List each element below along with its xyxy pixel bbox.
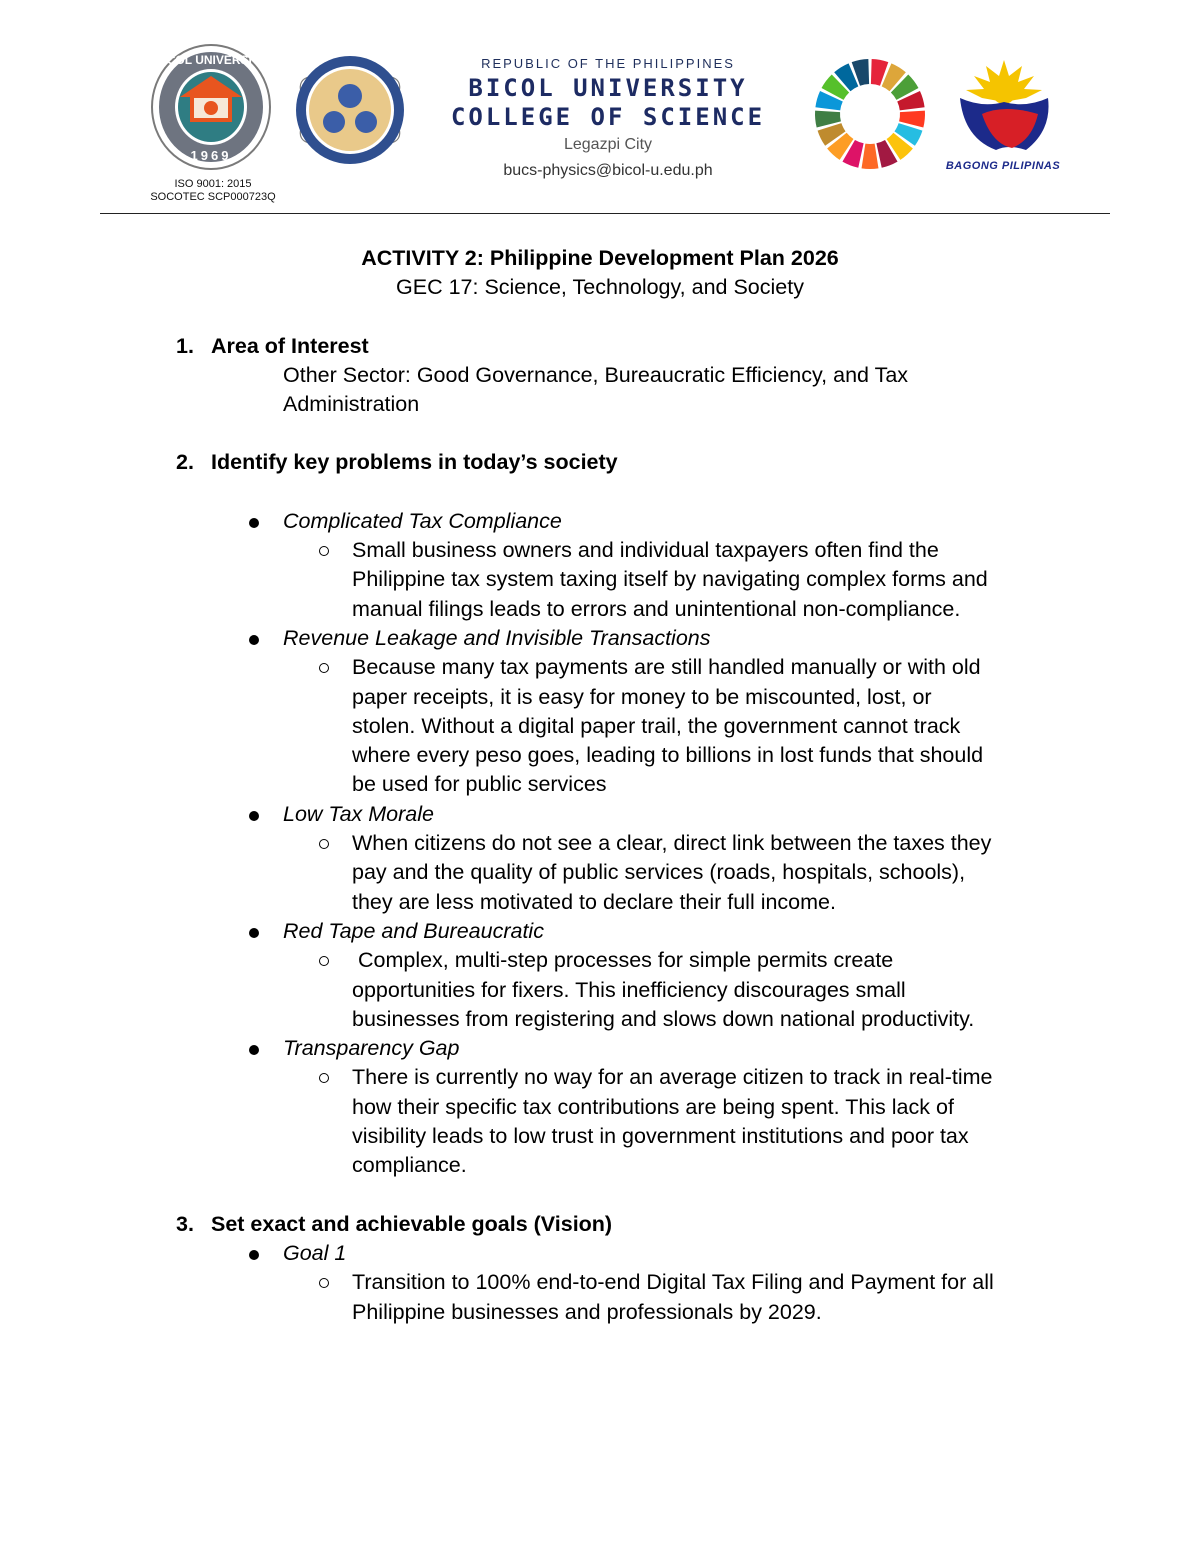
text-line: manual filings leads to errors and unintentional non-compliance.: [352, 596, 961, 621]
area-of-interest-text: [0, 361, 1200, 420]
circle-bullet-icon: [319, 663, 329, 673]
bagong-pilipinas-logo: [952, 58, 1056, 162]
bullet-icon: [249, 1250, 259, 1260]
text-line: be used for public services: [352, 772, 607, 797]
item-title: Transparency Gap: [283, 1036, 460, 1061]
section-number: 1.: [176, 333, 194, 358]
section-title: Identify key problems in today’s society: [211, 450, 618, 475]
seal-top-text: BICOL UNIVERSITY: [154, 53, 268, 67]
item-title: Complicated Tax Compliance: [283, 508, 562, 533]
text-line: visibility leads to low trust in government institutions and poor tax: [352, 1124, 969, 1149]
city-label: Legazpi City: [563, 136, 653, 153]
circle-bullet-icon: [319, 956, 329, 966]
document-title: ACTIVITY 2: Philippine Development Plan 2026: [361, 246, 839, 270]
text-line: they are less motivated to declare their full income.: [352, 889, 836, 914]
text-line: stolen. Without a digital paper trail, the government cannot track: [352, 713, 961, 738]
section-title: Area of Interest: [211, 333, 369, 358]
text-line: compliance.: [352, 1153, 467, 1178]
circle-bullet-icon: [319, 839, 329, 849]
text-line: Other Sector: Good Governance, Bureaucratic Efficiency, and Tax: [283, 362, 909, 387]
text-line: Because many tax payments are still handled manually or with old: [352, 655, 981, 680]
item-title: Low Tax Morale: [283, 801, 434, 826]
bicol-university-seal: [150, 42, 272, 172]
iso-line-1: ISO 9001: 2015: [174, 178, 252, 190]
circle-bullet-icon: [319, 1073, 329, 1083]
item-title: Revenue Leakage and Invisible Transactions: [283, 625, 711, 650]
item-title: Goal 1: [283, 1240, 347, 1265]
text-line: how their specific tax contributions are being spent. This lack of: [352, 1094, 954, 1119]
bullet-icon: [249, 518, 259, 528]
bullet-icon: [249, 1045, 259, 1055]
text-line: pay and the quality of public services (roads, hospitals, schools),: [352, 860, 966, 885]
section-heading-3: [0, 1210, 1200, 1239]
text-line: businesses from registering and slows down national productivity.: [352, 1006, 975, 1031]
item-title: Red Tape and Bureaucratic: [283, 918, 544, 943]
seal-year: 1969: [190, 148, 232, 163]
college-name: COLLEGE OF SCIENCE: [450, 103, 766, 131]
text-line: where every peso goes, leading to billions in lost funds that should: [352, 743, 984, 768]
university-name: BICOL UNIVERSITY: [468, 74, 748, 102]
document-subtitle: GEC 17: Science, Technology, and Society: [396, 275, 804, 300]
header-divider: [100, 213, 1110, 214]
problem-item: [0, 1034, 1200, 1063]
sub-item: [0, 829, 1200, 917]
problem-item: [0, 800, 1200, 829]
iso-line-2: SOCOTEC SCP000723Q: [150, 191, 276, 203]
problem-item: [0, 917, 1200, 946]
circle-bullet-icon: [319, 1278, 329, 1288]
text-line: Administration: [283, 392, 420, 417]
section-number: 3.: [176, 1211, 194, 1236]
text-line: When citizens do not see a clear, direct link between the taxes they: [352, 831, 992, 856]
text-line: There is currently no way for an average citizen to track in real-time: [352, 1065, 993, 1090]
text-line: Small business owners and individual taxpayers often find the: [352, 538, 939, 563]
bullet-icon: [249, 928, 259, 938]
contact-email: bucs-physics@bicol-u.edu.ph: [503, 162, 713, 179]
letterhead-text: [440, 54, 776, 184]
sub-item: [0, 1268, 1200, 1327]
iso-certification: [128, 178, 298, 204]
college-of-science-seal: [290, 48, 410, 172]
republic-label: REPUBLIC OF THE PHILIPPINES: [481, 56, 735, 71]
text-line: Philippine businesses and professionals by 2029.: [352, 1299, 822, 1324]
sub-item: [0, 946, 1200, 1034]
sdg-segment: [862, 144, 879, 169]
sub-item: [0, 1063, 1200, 1180]
circle-bullet-icon: [319, 546, 329, 556]
text-line: Philippine tax system taxing itself by navigating complex forms and: [352, 567, 988, 592]
text-line: paper receipts, it is easy for money to be miscounted, lost, or: [352, 684, 932, 709]
bullet-icon: [249, 635, 259, 645]
bagong-pilipinas-label: BAGONG PILIPINAS: [945, 160, 1061, 172]
problem-item: [0, 507, 1200, 536]
sub-item: [0, 536, 1200, 624]
text-line: Complex, multi-step processes for simple permits create: [352, 948, 894, 973]
bullet-icon: [249, 811, 259, 821]
section-heading-1: [0, 332, 1200, 361]
text-line: Transition to 100% end-to-end Digital Tax Filing and Payment for all: [352, 1270, 994, 1295]
sdg-wheel-icon: [814, 58, 926, 170]
text-line: opportunities for fixers. This inefficiency discourages small: [352, 977, 906, 1002]
sub-item: [0, 653, 1200, 799]
letterhead: [0, 0, 1200, 215]
section-heading-2: [0, 448, 1200, 477]
section-number: 2.: [176, 450, 194, 475]
goal-item: [0, 1239, 1200, 1268]
section-title: Set exact and achievable goals (Vision): [211, 1211, 613, 1236]
problem-item: [0, 624, 1200, 653]
document-body: [0, 244, 1200, 1327]
